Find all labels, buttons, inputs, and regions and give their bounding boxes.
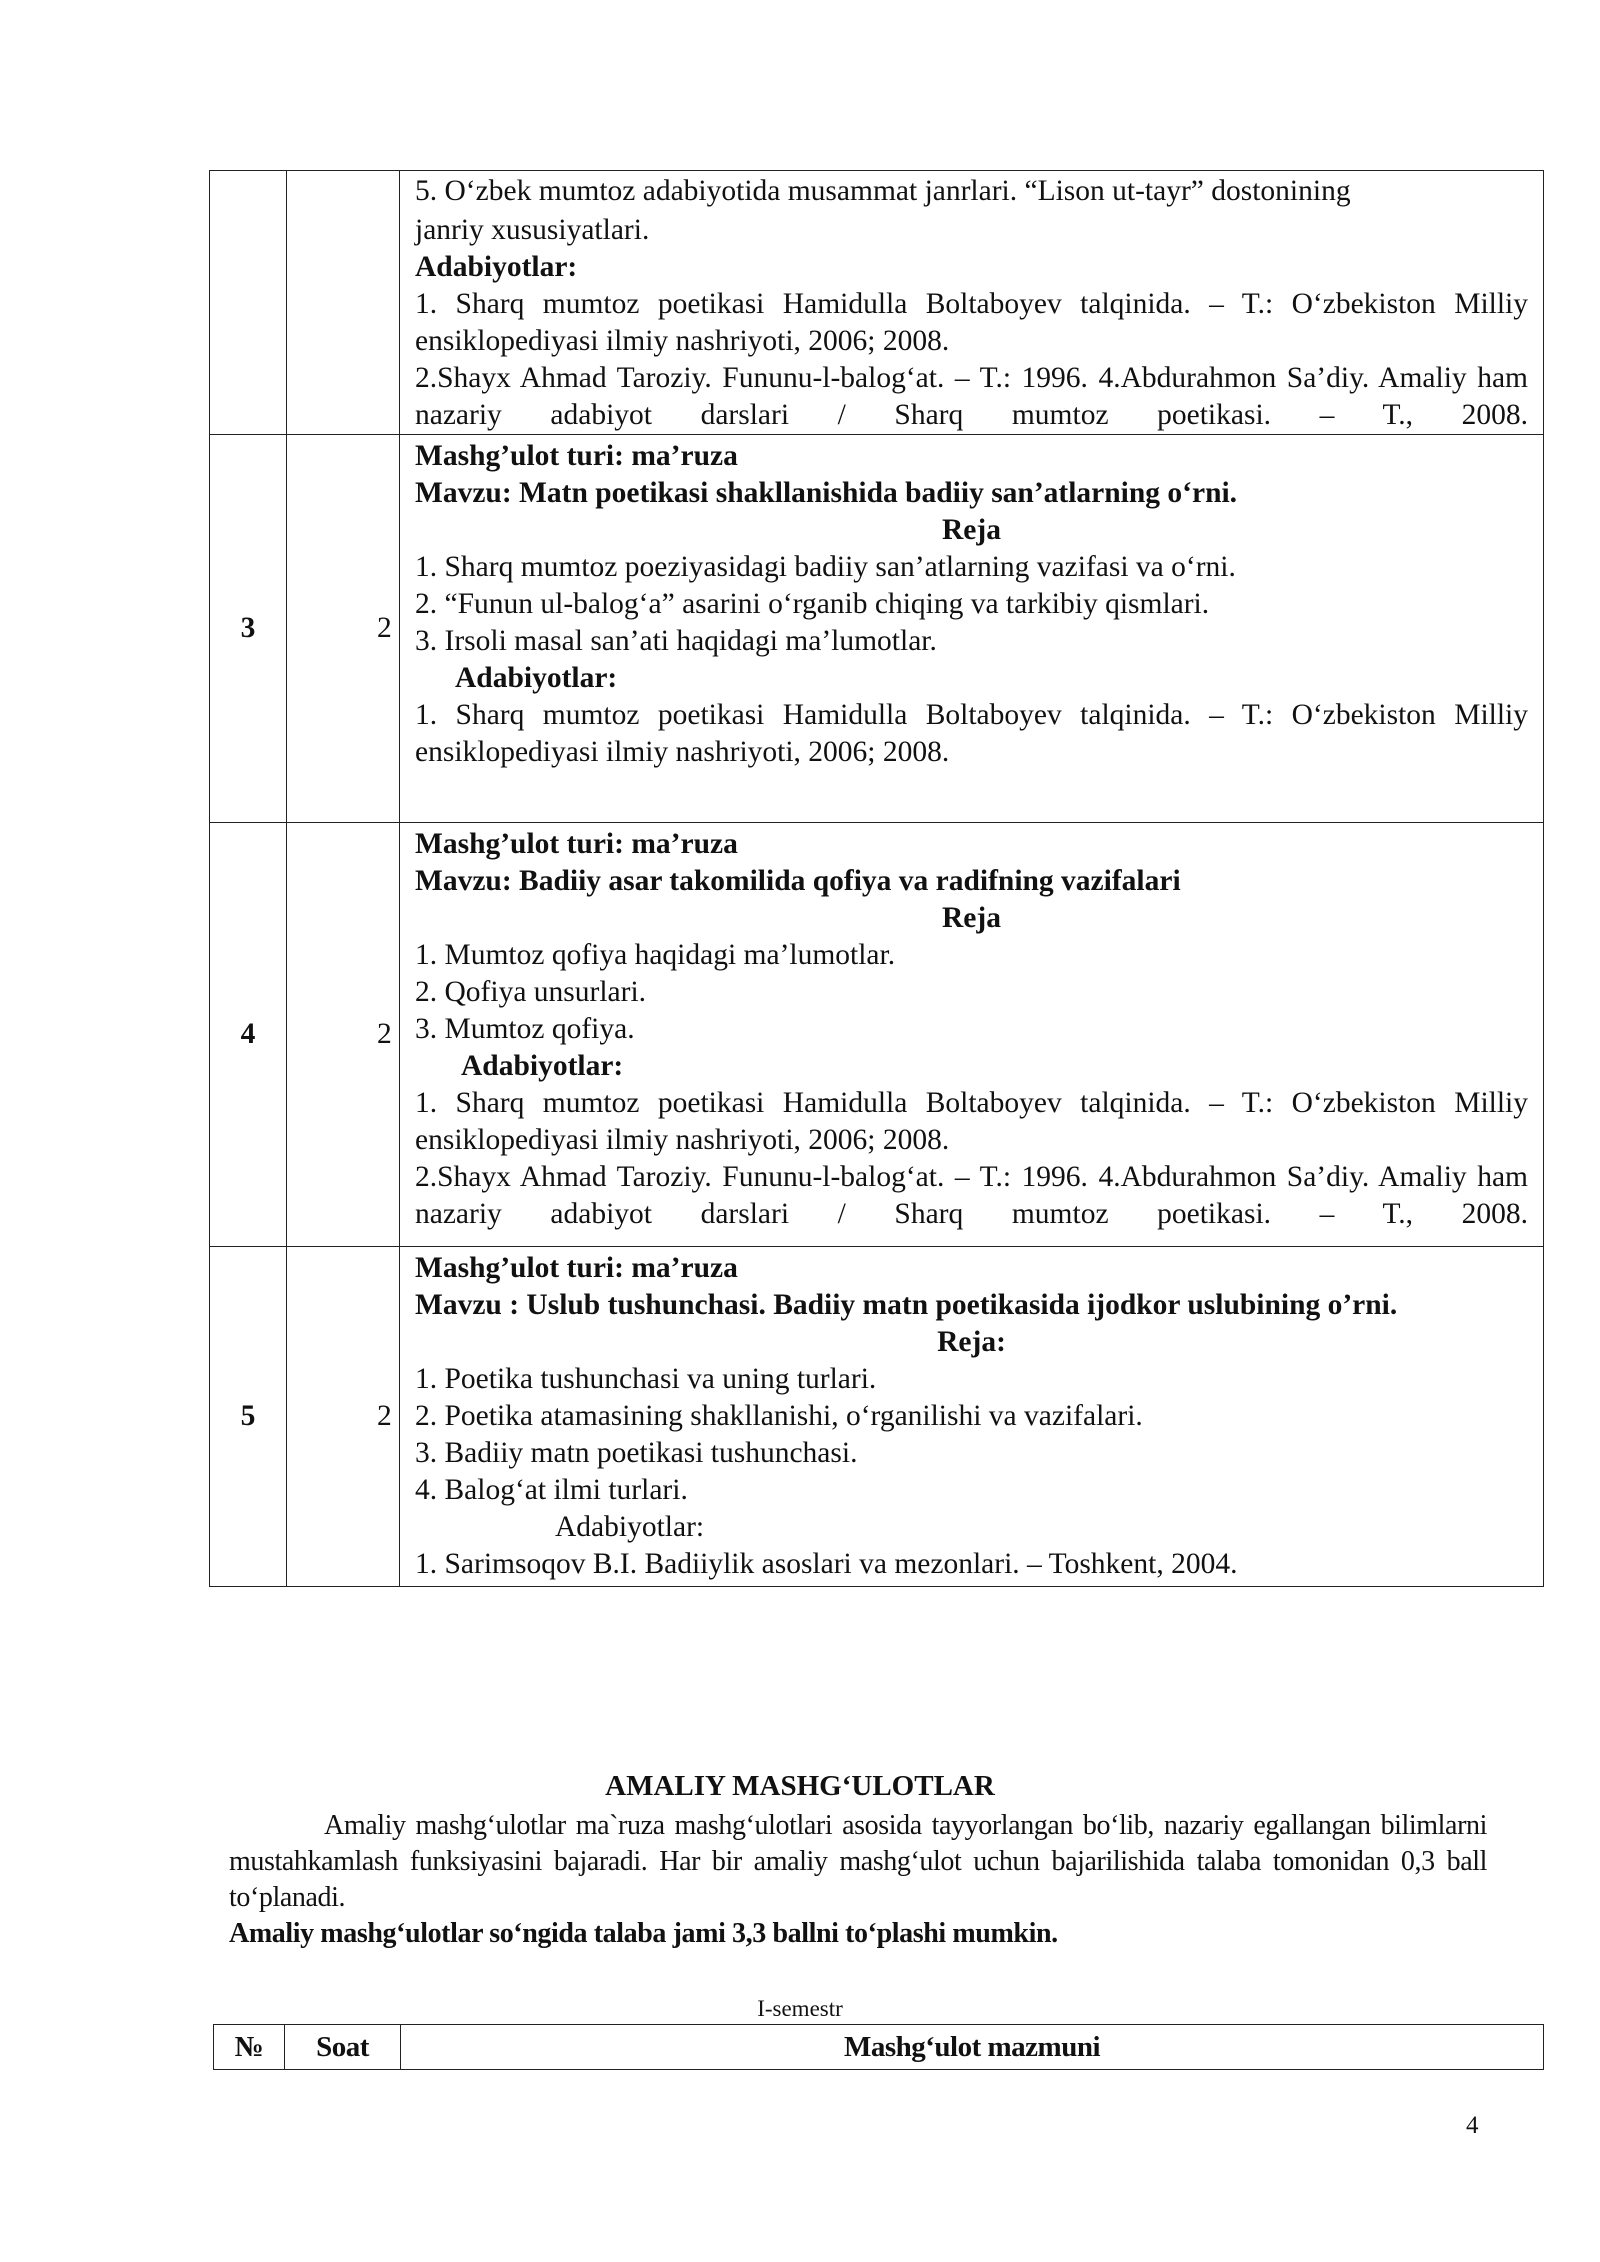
- lecture-table: [209, 170, 1544, 1587]
- hours-cell: 2: [287, 823, 400, 1247]
- row-number-cell: 4: [210, 823, 287, 1247]
- page-number: 4: [1466, 2112, 1479, 2139]
- plan-item: 2. “Funun ul-balog‘a” asarini o‘rganib chiqing va tarkibiy qismlari.: [415, 588, 1210, 620]
- section-paragraph: [229, 1808, 1487, 1952]
- plan-item: 2. Qofiya unsurlari.: [415, 976, 647, 1008]
- lesson-topic: Mavzu: Matn poetikasi shakllanishida badiiy san’atlarning o‘rni.: [415, 477, 1238, 509]
- lesson-type: Mashg’ulot turi: ma’ruza: [415, 828, 738, 860]
- table-row: [210, 1247, 1544, 1587]
- table-row: [210, 823, 1544, 1247]
- content-cell: [400, 823, 1544, 1247]
- content-cell: [400, 171, 1544, 435]
- plan-item: 3. Irsoli masal san’ati haqidagi ma’lumotlar.: [415, 625, 937, 657]
- literature-item: 1. Sharq mumtoz poetikasi Hamidulla Boltaboyev talqinida. – T.: O‘zbekiston Milliy ensiklopediyasi ilmiy nashriyoti, 2006; 2008.: [415, 699, 1528, 768]
- paragraph-text: Amaliy mashg‘ulotlar ma`ruza mashg‘ulotlari asosida tayyorlangan bo‘lib, nazariy egallangan bilimlarni mustahkamlash funksiyasini bajaradi. Har bir amaliy mashg‘ulot uchun bajarilishida talaba tomonidan 0,3 ball to‘planadi.: [229, 1810, 1487, 1913]
- text-line: janriy xususiyatlari.: [415, 214, 650, 246]
- plan-item: 2. Poetika atamasining shakllanishi, o‘rganilishi va vazifalari.: [415, 1400, 1143, 1432]
- plan-item: 1. Mumtoz qofiya haqidagi ma’lumotlar.: [415, 939, 896, 971]
- header-row: [214, 2025, 1544, 2070]
- plan-title: Reja: [942, 514, 1001, 546]
- content-cell: [400, 1247, 1544, 1587]
- paragraph-bold-line: Amaliy mashg‘ulotlar so‘ngida talaba jami 3,3 ballni to‘plashi mumkin.: [229, 1918, 1058, 1949]
- literature-item: 2.Shayx Ahmad Taroziy. Fununu-l-balog‘at. – T.: 1996. 4.Abdurahmon Sa’diy. Amaliy ham nazariy adabiyot darslari / Sharq mumtoz poetikasi. – T., 2008.: [415, 362, 1528, 431]
- row-number-cell: 3: [210, 435, 287, 823]
- plan-item: 1. Sharq mumtoz poeziyasidagi badiiy san’atlarning vazifasi va o‘rni.: [415, 551, 1236, 583]
- plan-item: 1. Poetika tushunchasi va uning turlari.: [415, 1363, 877, 1395]
- literature-item: 1. Sharq mumtoz poetikasi Hamidulla Boltaboyev talqinida. – T.: O‘zbekiston Milliy ensiklopediyasi ilmiy nashriyoti, 2006; 2008.: [415, 288, 1528, 357]
- literature-item: 1. Sharq mumtoz poetikasi Hamidulla Boltaboyev talqinida. – T.: O‘zbekiston Milliy ensiklopediyasi ilmiy nashriyoti, 2006; 2008.: [415, 1087, 1528, 1156]
- literature-title: Adabiyotlar:: [461, 1050, 624, 1082]
- section-title: AMALIY MASHG‘ULOTLAR: [605, 1770, 995, 1802]
- table-row: [210, 171, 1544, 435]
- literature-title: Adabiyotlar:: [555, 1511, 705, 1543]
- header-number: №: [214, 2025, 285, 2070]
- row-number-cell: [210, 171, 287, 435]
- literature-title: Adabiyotlar:: [415, 251, 578, 283]
- lesson-topic: Mavzu: Badiiy asar takomilida qofiya va radifning vazifalari: [415, 865, 1181, 897]
- header-hours: Soat: [285, 2025, 401, 2070]
- plan-item: 3. Mumtoz qofiya.: [415, 1013, 635, 1045]
- content-cell: [400, 435, 1544, 823]
- plan-item: 3. Badiiy matn poetikasi tushunchasi.: [415, 1437, 858, 1469]
- text-line: 5. O‘zbek mumtoz adabiyotida musammat janrlari. “Lison ut-tayr” dostonining: [415, 175, 1351, 207]
- plan-title: Reja:: [937, 1326, 1006, 1358]
- plan-title: Reja: [942, 902, 1001, 934]
- practical-table-header: [213, 2024, 1544, 2070]
- semester-label: I-semestr: [757, 1996, 843, 2021]
- plan-item: 4. Balog‘at ilmi turlari.: [415, 1474, 688, 1506]
- table-row: [210, 435, 1544, 823]
- lesson-type: Mashg’ulot turi: ma’ruza: [415, 440, 738, 472]
- literature-title: Adabiyotlar:: [455, 662, 618, 694]
- lesson-topic: Mavzu : Uslub tushunchasi. Badiiy matn poetikasida ijodkor uslubining o’rni.: [415, 1289, 1398, 1321]
- header-content: Mashg‘ulot mazmuni: [401, 2025, 1544, 2070]
- hours-cell: 2: [287, 1247, 400, 1587]
- row-number-cell: 5: [210, 1247, 287, 1587]
- literature-item: 1. Sarimsoqov B.I. Badiiylik asoslari va mezonlari. – Toshkent, 2004.: [415, 1548, 1238, 1580]
- literature-item: 2.Shayx Ahmad Taroziy. Fununu-l-balog‘at. – T.: 1996. 4.Abdurahmon Sa’diy. Amaliy ham nazariy adabiyot darslari / Sharq mumtoz poetikasi. – T., 2008.: [415, 1161, 1528, 1230]
- lesson-type: Mashg’ulot turi: ma’ruza: [415, 1252, 738, 1284]
- hours-cell: [287, 171, 400, 435]
- hours-cell: 2: [287, 435, 400, 823]
